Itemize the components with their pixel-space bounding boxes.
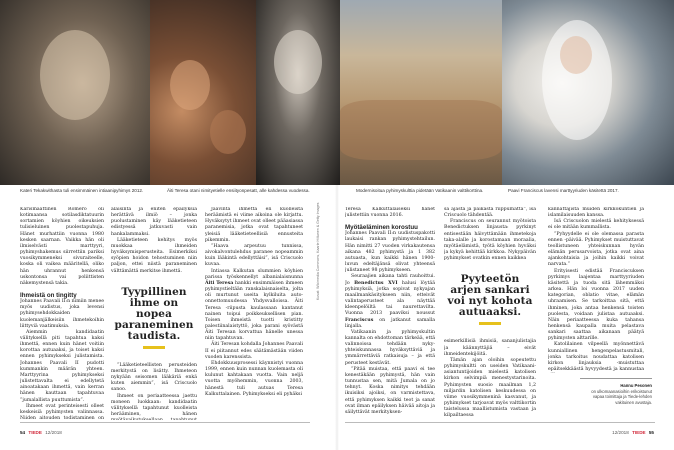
author-box bbox=[580, 378, 652, 405]
body-paragraph bbox=[205, 342, 303, 360]
body-paragraph bbox=[205, 207, 303, 244]
body-paragraph bbox=[205, 361, 303, 398]
photo-mother-teresa-portrait bbox=[256, 0, 340, 185]
pull-quote-accent-bar bbox=[479, 322, 501, 325]
text-column-4 bbox=[345, 207, 435, 420]
body-paragraph bbox=[20, 299, 104, 330]
body-paragraph bbox=[345, 274, 435, 329]
text-run: sä ajasta ja paikasta riippumatta”, isä Criscuolo tähdentää. bbox=[444, 207, 536, 219]
bold-name: Franciscus bbox=[345, 317, 374, 323]
magazine-brand: TIEDE bbox=[632, 430, 646, 435]
magazine-brand: TIEDE bbox=[28, 430, 42, 435]
page-number: 55 bbox=[648, 430, 654, 435]
section-heading: Myötäeläminen korostuu bbox=[345, 224, 418, 232]
text-run: Isä Criscuolon mielestä kehityksessä ei ole mitään kummallista. bbox=[548, 219, 644, 231]
body-paragraph bbox=[345, 367, 435, 416]
body-paragraph bbox=[111, 207, 197, 238]
text-run: Johannes Paavali II:n uudistuspakotti laukaisi rankan pyhimystehtailun. Hän nimitti 27 vuoden virkakautensa aikana 482 pyhimystä ja 1 382 autuasta, kun kaikki hänen 1900-luvun edeltäjänsä olivat yhteensä julistaneet 98 pyhimykseen. bbox=[345, 231, 435, 274]
body-paragraph bbox=[548, 207, 644, 219]
photo-pope-francis bbox=[502, 0, 674, 185]
footer-right bbox=[612, 430, 654, 435]
body-paragraph bbox=[548, 232, 644, 269]
footer-rule-right bbox=[345, 422, 655, 423]
photo-caption: Modernisoitua pyhimyskulttia pidetään Vatikaanin valttikorttina. bbox=[356, 188, 484, 193]
text-run: ”Haava arpeutuu tunnissa, aivokalvontulehdus paranee nopeammin kuin lääkintä edellyttäisi”, isä Criscuolo kuvaa. bbox=[205, 243, 303, 268]
author-name: Hannu Pesonen bbox=[620, 383, 652, 388]
body-paragraph bbox=[20, 330, 104, 404]
text-column-3 bbox=[205, 207, 303, 420]
text-run: ”Lääketieteellisten perusteiden merkitystä on lisätty. Ihmeteon nykyään seisomen lääkäriä enkä kuten aiemmin”, isä Criscuolo sanoo. bbox=[111, 362, 197, 393]
issue-number: 12/2018 bbox=[45, 430, 62, 435]
text-run: Karismaattinen Romero oli kotimaansa sotilasdiktatuurin sortamien köyhien oikeuksien tulisieluinen puolestapuhuja. Hänet murhattiin vuonna 1980 kesken saarnan. Vaikka hän oli ilmiselvästi marttyyri, pyhimyshakemus siirrettiin pariksi vuosikymmeneksi sivuraiteelle, koska oli vaikea määritellä, oliko hän uhrannut henkensä uskontonsa vai poliittisten näkemystensä takia. bbox=[20, 207, 104, 286]
text-run: Johannes Paavali II:n nimiin menee myös uudistus, joka levensi pyhimysehdokkaiden kuolemanjälkeisiin ihmetekoihin liittyviä vaatimuksia. bbox=[20, 299, 104, 329]
pull-quote: Pyyteetön arjen sankari voi nyt kohota autuaaksi. bbox=[447, 273, 533, 319]
text-run: Katolilainen vilpeellä myönnettävä kunniallinen hengenpelastusmitali, jonka tarkoitus noudattaa katolisen kirkon linjauksia -muistuttaa epäitsekkäästä hyvyydestä ja kannustaa bbox=[548, 342, 644, 373]
text-run: Seuraajien aikana tahti rauhoittui. Jo bbox=[345, 274, 435, 286]
photo-kateri-tekakwitha bbox=[0, 0, 150, 185]
text-run: Teresa Kalkuttalaiseksi hänet julistettiin vuonna 2016. bbox=[345, 207, 435, 219]
body-paragraph bbox=[345, 231, 435, 274]
text-column-2 bbox=[111, 207, 197, 420]
photo-caption: Paavi Franciscus lavensi marttyyriuden käsitettä 2017. bbox=[508, 188, 619, 193]
issue-number: 12/2018 bbox=[612, 430, 629, 435]
pull-quote-accent-bar bbox=[143, 346, 165, 349]
page-number: 54 bbox=[20, 430, 26, 435]
body-paragraph bbox=[205, 269, 303, 343]
text-column-6 bbox=[548, 207, 644, 373]
text-run: kannattajista muiden kirkkokuntien ja islamilaisuuden kanssa. bbox=[548, 207, 644, 219]
bold-name: Benedictus XVI bbox=[354, 280, 398, 286]
body-paragraph bbox=[548, 342, 644, 373]
body-paragraph bbox=[548, 269, 644, 343]
text-run: Ihmeet on periaatteessa jaettu moneen luokkaan: kandidaatin välityksellä tapahtunut kuolleista herääminen, hänen bbox=[111, 393, 197, 417]
text-run: Tämän ajan oloihin sopeutettu pyhimyskultti on useiden Vatikaani-asiantuntijoiden mielestä katolisen kirkon selvimpiä menestystarinoita. Pyhimysten suosio maailman 1,2 miljardin katolisen keskuudessa on viime vuosikymmeninä kasvanut, ja pyhimykset tarjoavat myös valttikortin taistelussa maallistumista vastaan ja kilpailtaessa bbox=[444, 357, 536, 419]
text-run: Jäävintä ihmettä eli kuolleista heräämistä ei viime aikoina ole kirjattu. Hyväksytyt ihmeet ovat olleet pääasiassa paranemisia, jotka ovat tapahtuneet yleisiä lääketieteellisiä ennusteita pikemmin. bbox=[205, 207, 303, 243]
body-paragraph bbox=[205, 244, 303, 269]
author-bio: on ulkomaanasioihin erikoistunut vapaa toimittaja ja Tiede-lehden vakituinen avustaja. bbox=[591, 388, 652, 405]
body-paragraph bbox=[444, 207, 536, 219]
body-paragraph bbox=[444, 358, 536, 420]
text-run: Aiemmin kandidaatin välityksellä piti tapahtua kaksi ihmettä, ennen kuin hänet voitiin korottaa autuaaksi, ja toiset kaksi ennen pyhimykseksi julistamista. Johannes Paavali II pudotti kummankin määrän yhteen. Marttyyrina pyhimykseksi julistettavalta ei edellytetä ainoatakaan ihmettä, vain kerran hänen kauttaan tapahtuvaa ”jumalallista puuttumista”. bbox=[20, 329, 104, 403]
text-run: halusi löytää pyhimyksiä, jotka sopivat nykyajan maailmankäsitykseen niin, etteivät valintaperusteet ala näyttää kleenpelöiltä tai naurettavilta. Vuonna 2013 paaviksi noussut bbox=[345, 280, 435, 317]
text-run: alaisinta ja eniten epäilyksiä herättävä ilmiö – jonka puolustaminen käy lääketieteen edistyessä jatkuvasti vain hankalammaksi. bbox=[111, 207, 197, 237]
body-paragraph bbox=[548, 219, 644, 231]
text-run: esimerkillisiä ihmisiä, sananjulistajia ja käännyttäjiä – eivät ihmeidentekijöitä. bbox=[444, 339, 536, 357]
text-run: Lääketieteen kehitys myös muokkaa ihmeiden hyväksymisperusteita. Esimerkiksi syöpien hoidon tehostuminen niin paljon, ettei niistä paraneminen välttämättä merkitse ihmettä. bbox=[111, 237, 197, 274]
text-run: ”Pyhyydelle ei ole olemassa parasta ennen -päivää. Pyhimykset muistuttavat teollistuneen yhteiskunnan hyvän elämän perusarvoista, jotka ovat aina ajankohtaisia ja joihin kaikki voivat narvata.” bbox=[548, 231, 644, 268]
text-run: Intiassa Kalkutan slummien köyhien parissa työskennellyt albanialaisnunna bbox=[205, 268, 303, 280]
pull-quote: Tyypillinen ihme on nopea paraneminen taudista. bbox=[114, 285, 194, 342]
text-run: Äiti Teresan kohdalla Johannes Paavali II ei piitannut edes säätämästään viiden vuoden karenssista. bbox=[205, 342, 303, 360]
body-paragraph bbox=[345, 330, 435, 367]
text-run: on jatkanut samalla linjalla. bbox=[345, 317, 435, 329]
body-paragraph bbox=[20, 207, 104, 287]
body-paragraph bbox=[111, 238, 197, 275]
photo-credit: Kuvat: Wikimedia Commons, Kaarle Hiltunen & Getty Images bbox=[316, 202, 320, 300]
photo-vatican-crowd bbox=[340, 0, 502, 185]
section-heading: Ihmeistä on tingitty bbox=[20, 292, 77, 300]
photo-mother-teresa-children bbox=[150, 0, 256, 185]
body-paragraph bbox=[444, 339, 536, 357]
bold-name: Äiti Teresa bbox=[205, 280, 234, 286]
body-paragraph bbox=[20, 404, 104, 420]
text-column-5 bbox=[444, 207, 536, 420]
body-paragraph bbox=[111, 394, 197, 421]
page-gutter bbox=[335, 185, 339, 450]
text-run: ”Pitää muistaa, että paavi ei tee kenestäkään pyhimystä, hän vain tunnustaa sen, mitä Jumala on jo tehnyt. Koska nimitys tehdään ikuisiksi ajoiksi, on varmistettava, että pyhimyksen kaikki teot ja sanat ovat ilman epäilyksen häivää aitoja ja säilyttävät merkityksen- bbox=[345, 366, 435, 415]
photo-caption: Kateri Tekakwithasta tuli ensimmäinen intiaanipyhimys 2012. bbox=[20, 188, 144, 193]
footer-rule-left bbox=[20, 422, 310, 423]
text-run: Ihmeet ovat perinteisesti olleet keskeisiä pyhimysten valinnassa. Niiden aitouden todistaminen on bbox=[20, 403, 104, 420]
text-run: hankki ensimmäisen ihmeen pyhimystieltään ranskalaisnaiselta, jolta oli murtunut useita kylkiluita auto-onnettomuudessa Yhdysvalloissa. Äiti Teresa -riipusta kaulassaan kantanut nainen toipui poikkeuksellisen pian. Toisen ihmeistä tuotti kristitty palestiinalaistyttö, joka parani syövästä Äiti Teresan korvattua hänelle unessa niin tapahtuvan. bbox=[205, 280, 303, 342]
text-run: Erityisesti edistää Franciscuksen pyrkimys laajentaa marttyyriuden käsitettä ja tuoda sitä lähemmäksi arkea. Hän loi vuonna 2017 uuden kategorian, oblatio vitae, elämän uhraamisen. Se tarkoittaa sitä, että ihminen, joka antaa henkensä toisten puolesta, voidaan julistaa autuaaksi. Näin periaatteessa kuka tahansa henkensä kaupalla muita pelastava sankari saattaa aikanaan päätyä pyhimysten alttarille. bbox=[548, 268, 644, 342]
text-run: Franciscus on seurannut myötoista Benedictuksen linjausta: pyrkinyt entisestään häivyttämään ihmetekoja taka-alalle ja korostamaan moraalia, myötäelämistä, työtä köyhien hyväksi ja kykyä kehittää kirkkoa. Nykypäivän pyhimykset ovatkin ennen kaikkea bbox=[444, 219, 536, 262]
body-paragraph bbox=[111, 363, 197, 394]
text-run: Vatikaanin ja pyhimyskultin kannalta on ehdottoman tärkeää, että valinnoissa tehdään nyky-yhteiskunnassa hyväksyttäviä ja ymmärrettäviä ratkaisuja – ja että perusteet kestävät. bbox=[345, 329, 435, 366]
text-column-1 bbox=[20, 207, 104, 420]
body-paragraph bbox=[345, 207, 435, 219]
photo-caption: Äiti Teresa otani nimityetielle ensiityonpesatt, alle kahdessa vuodessa. bbox=[167, 188, 310, 193]
text-run: Ehdokkuusprosessi käynnistyi vuonna 1999, ennen kuin nunnan kuolemasta oli kulunut kahtakaan vuotta. Vain neljä vuotta myöhemmin, vuonna 2003, hänestä tuli autuas Teresa Kalkuttalainen. Pyhimykseksi eli pyhäksi bbox=[205, 360, 303, 397]
footer-left bbox=[20, 430, 62, 435]
body-paragraph bbox=[444, 219, 536, 262]
